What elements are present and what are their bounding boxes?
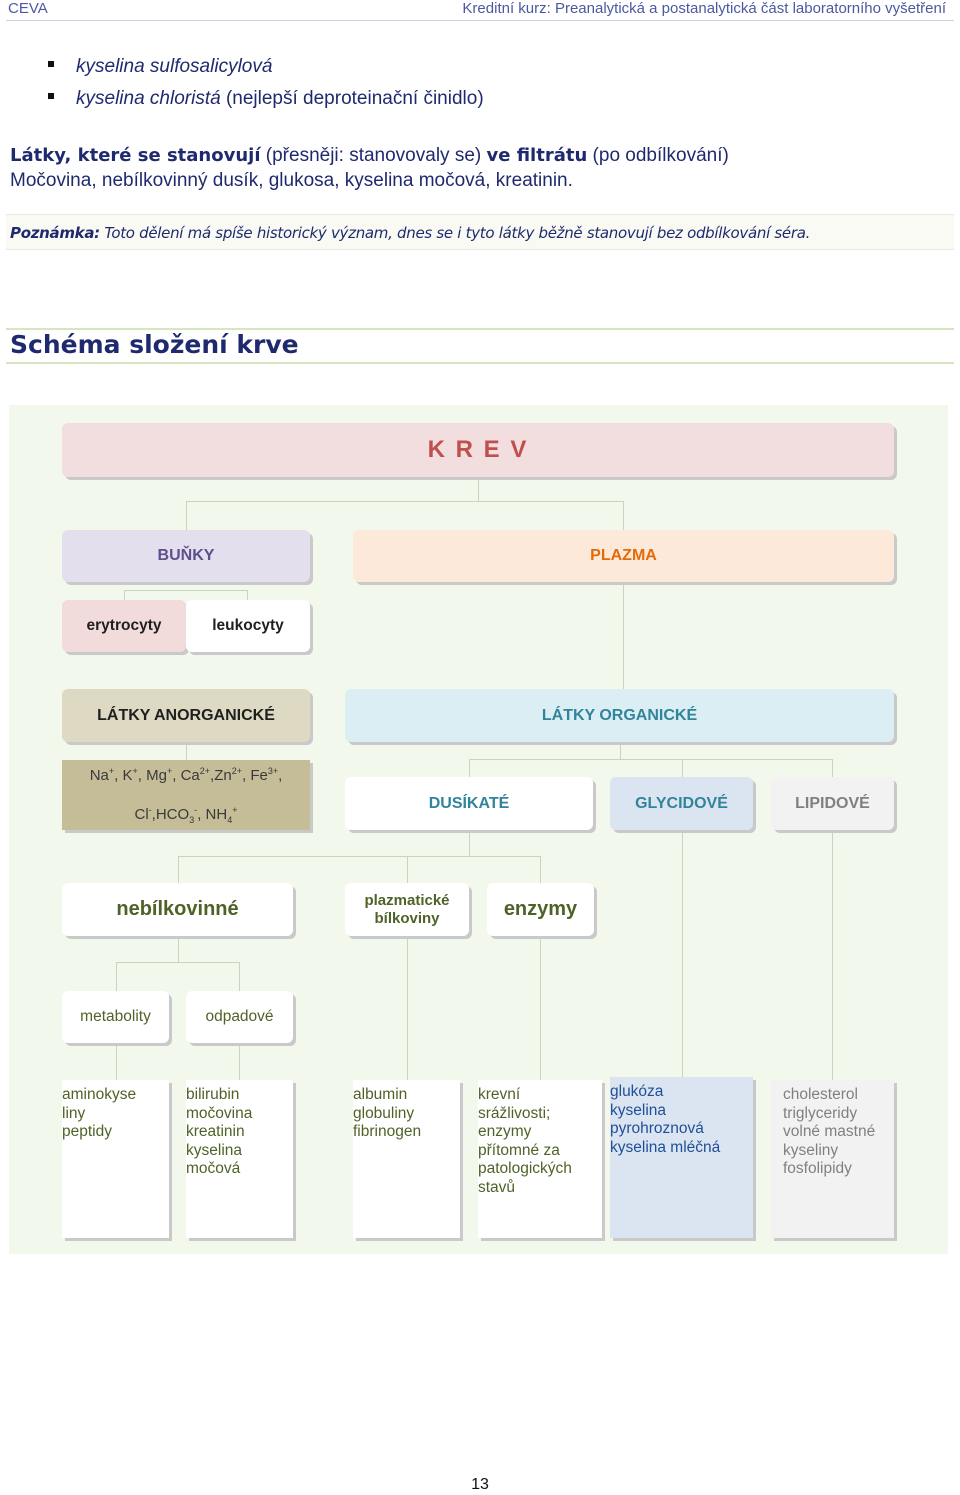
- connector: [469, 759, 833, 760]
- leaf-line: pyrohroznová: [610, 1120, 704, 1137]
- plazma-box: PLAZMA: [353, 530, 894, 582]
- connector: [407, 938, 408, 1080]
- leaf-glycidove: [610, 1077, 753, 1238]
- leaf-line: kyseliny: [783, 1141, 839, 1159]
- organicke-box: LÁTKY ORGANICKÉ: [345, 689, 894, 742]
- leaf-enzymy: [478, 1080, 602, 1238]
- enzymy-box: enzymy: [487, 883, 594, 936]
- connector: [124, 590, 248, 591]
- anorganicke-box: LÁTKY ANORGANICKÉ: [62, 689, 310, 742]
- plazmaticke-line-2: bílkoviny: [374, 909, 440, 927]
- header-divider: [6, 20, 954, 21]
- leaf-odpadove: [186, 1080, 293, 1238]
- leaf-line: fosfolipidy: [783, 1160, 852, 1177]
- connector: [540, 938, 541, 1080]
- page-number: 13: [471, 1476, 489, 1493]
- section-rule-bottom: [6, 362, 954, 364]
- paragraph-line-1: [10, 145, 729, 167]
- leaf-line: globuliny: [353, 1104, 415, 1122]
- connector: [116, 1043, 117, 1080]
- leaf-lipidove: [771, 1080, 894, 1238]
- leaf-line: triglyceridy: [783, 1104, 858, 1122]
- ions-line-1: Na+, K+, Mg+, $Ca^{2+},Zn^{2+}$, $Fe^{3+}$,: [89, 765, 283, 784]
- connector: [178, 856, 179, 883]
- section-title: Schéma složení krve: [10, 330, 299, 359]
- metabolity-box: metabolity: [62, 991, 169, 1043]
- leukocyty-box: leukocyty: [186, 600, 310, 652]
- paragraph-line-2: Močovina, nebílkovinný dusík, glukosa, kyselina močová, kreatinin.: [10, 170, 573, 191]
- ion-zn: Zn: [214, 766, 232, 784]
- bunky-box: BUŇKY: [62, 530, 310, 582]
- leaf-line: močová: [186, 1160, 241, 1177]
- bullet-square-icon: [48, 61, 54, 67]
- connector: [239, 1043, 240, 1080]
- connector: [186, 501, 624, 502]
- connector: [540, 856, 541, 883]
- connector: [682, 832, 683, 1080]
- krev-box: K R E V: [62, 423, 894, 477]
- header-left: CEVA: [8, 0, 48, 17]
- glycidove-box: GLYCIDOVÉ: [610, 777, 753, 830]
- connector: [247, 590, 248, 600]
- header-right: Kreditní kurz: Preanalytická a postanalytická část laboratorního vyšetření: [462, 0, 946, 17]
- connector: [116, 962, 117, 991]
- bold-text: ve filtrátu: [486, 145, 588, 166]
- plazmaticke-line-1: plazmatické: [364, 891, 450, 909]
- bullet-item-2: [48, 88, 484, 110]
- connector: [178, 856, 541, 857]
- ion-ca: Ca: [180, 766, 200, 784]
- leaf-bilkoviny: [353, 1080, 460, 1238]
- ions-line-2: $Cl^-,HCO_3^-$, $NH_4^+$: [134, 804, 238, 825]
- leaf-line: krevní: [478, 1086, 521, 1103]
- leaf-line: enzymy: [478, 1123, 532, 1140]
- connector: [620, 742, 621, 759]
- connector: [469, 759, 470, 777]
- erytrocyty-box: erytrocyty: [62, 600, 186, 652]
- leaf-line: albumin: [353, 1086, 408, 1103]
- connector: [186, 501, 187, 530]
- leaf-line: glukóza: [610, 1083, 664, 1100]
- leaf-line: přítomné za: [478, 1141, 560, 1159]
- leaf-aminokyseliny: [62, 1080, 169, 1238]
- lipidove-box: LIPIDOVÉ: [771, 777, 894, 830]
- bullet-rest: (nejlepší deproteinační činidlo): [220, 88, 484, 109]
- leaf-line: aminokyse: [62, 1086, 137, 1103]
- connector: [116, 962, 240, 963]
- leaf-line: stavů: [478, 1178, 516, 1196]
- bold-text: Látky, které se stanovují: [10, 145, 261, 166]
- connector: [239, 962, 240, 991]
- plazmaticke-bilkoviny-box: [345, 883, 469, 936]
- nebilkovinne-box: nebílkovinné: [62, 883, 293, 936]
- bullet-item-1: [48, 56, 272, 78]
- leaf-line: kyselina: [610, 1101, 666, 1119]
- leaf-line: srážlivosti;: [478, 1104, 551, 1122]
- connector: [623, 501, 624, 530]
- leaf-line: peptidy: [62, 1123, 112, 1140]
- connector: [478, 479, 479, 501]
- connector: [682, 759, 683, 777]
- bullet-text: kyselina sulfosalicylová: [76, 56, 273, 77]
- connector: [832, 832, 833, 1080]
- bullet-text: kyselina chloristá: [76, 88, 221, 109]
- text: (přesněji: stanovovaly se): [260, 145, 487, 166]
- leaf-line: bilirubin: [186, 1086, 240, 1103]
- ion-na: Na: [89, 766, 109, 784]
- connector: [623, 582, 624, 689]
- ion-k: K: [122, 766, 133, 784]
- connector: [832, 759, 833, 777]
- ions-box: [62, 760, 310, 830]
- leaf-line: fibrinogen: [353, 1123, 422, 1140]
- text: (po odbílkování): [587, 145, 729, 166]
- connector: [469, 832, 470, 856]
- ion-cl: Cl: [134, 805, 149, 823]
- dusikate-box: DUSÍKATÉ: [345, 777, 593, 830]
- leaf-line: liny: [62, 1104, 86, 1122]
- note-text: Toto dělení má spíše historický význam, dnes se i tyto látky běžně stanovují bez odbílkování séra.: [99, 224, 811, 242]
- ion-hco: HCO: [155, 805, 190, 823]
- bullet-square-icon: [48, 93, 54, 99]
- note-label: Poznámka:: [10, 224, 100, 242]
- connector: [124, 590, 125, 600]
- leaf-line: patologických: [478, 1160, 572, 1177]
- note: [10, 224, 810, 242]
- leaf-line: volné mastné: [783, 1123, 876, 1140]
- leaf-line: močovina: [186, 1104, 253, 1122]
- odpadove-box: odpadové: [186, 991, 293, 1043]
- ion-nh: NH: [205, 805, 228, 823]
- connector: [178, 938, 179, 962]
- leaf-line: kreatinin: [186, 1123, 245, 1140]
- ion-fe: Fe: [250, 766, 268, 784]
- leaf-line: cholesterol: [783, 1086, 858, 1103]
- leaf-line: kyselina mléčná: [610, 1138, 721, 1156]
- ion-mg: Mg: [146, 766, 167, 784]
- leaf-line: kyselina: [186, 1141, 242, 1159]
- connector: [407, 856, 408, 883]
